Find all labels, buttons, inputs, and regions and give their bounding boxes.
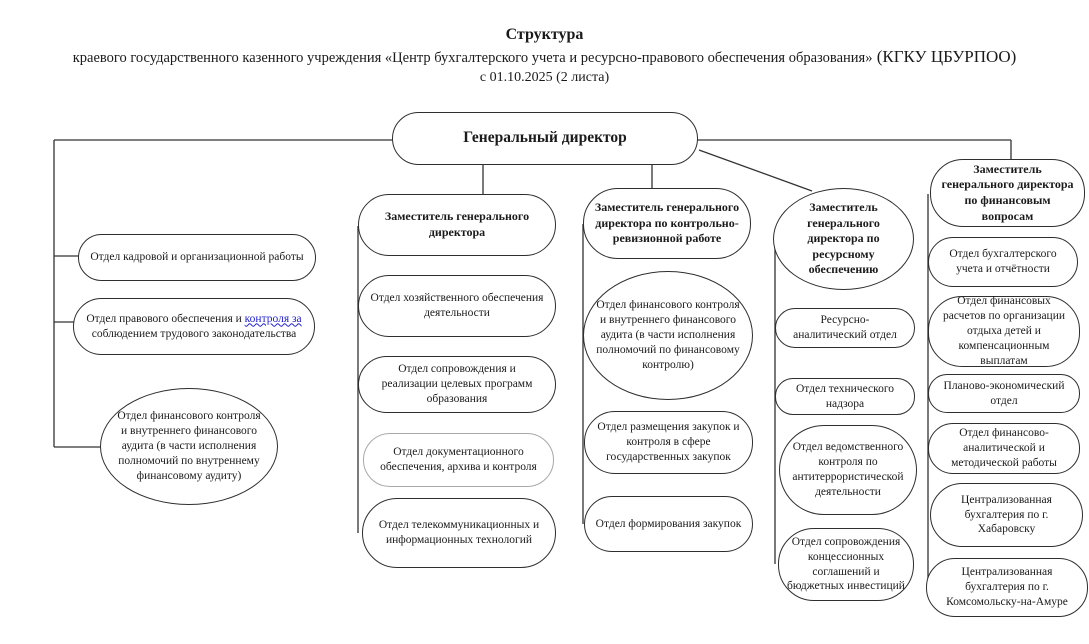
node-records-archive-department [363, 433, 554, 487]
node-label: Заместитель генерального директора по контрольно-ревизионной работе [594, 200, 740, 246]
node-label: Отдел финансовых расчетов по организации отдыха детей и компенсационным выплатам [942, 295, 1066, 367]
node-label: Отдел бухгалтерского учета и отчётности [949, 248, 1057, 275]
effective-date: с 01.10.2025 (2 листа) [479, 69, 610, 85]
node-concession-agreements-department [778, 528, 914, 601]
node-label: Заместитель генерального директора по ресурсному обеспечению [807, 200, 880, 277]
node-label: Заместитель генерального директора [384, 209, 530, 239]
node-label: Отдел финансового контроля и внутреннего финансового аудита (в части исполнения полномочий по внутреннему финансовому аудиту) [117, 410, 261, 482]
node-planning-economic-department [928, 374, 1080, 413]
node-label: Отдел размещения закупок и контроля в сфере государственных закупок [597, 421, 740, 463]
node-label: Планово-экономический отдел [943, 379, 1065, 407]
node-hr-org-department [78, 234, 316, 281]
org-abbreviation: (КГКУ ЦБУРПОО) [872, 46, 1017, 66]
node-label: Централизованная бухгалтерия по г. Комсомольску-на-Амуре [946, 566, 1068, 608]
node-procurement-formation-department [584, 496, 753, 552]
node-label: Отдел кадровой и организационной работы [90, 251, 304, 264]
node-financial-control-department [583, 271, 753, 400]
org-full-name: краевого государственного казенного учреждения «Центр бухгалтерского учета и ресурсно-правового обеспечения образования» [72, 49, 873, 66]
node-label: Отдел документационного обеспечения, архива и контроля [380, 446, 537, 473]
node-financial-settlements-department [928, 296, 1080, 367]
node-target-programs-department [358, 356, 556, 413]
node-label: Отдел технического надзора [796, 382, 894, 410]
node-internal-audit-department [100, 388, 278, 505]
node-deputy-resource-support [773, 188, 914, 290]
node-label: Заместитель генерального директора по финансовым вопросам [941, 161, 1074, 223]
node-label: Отдел сопровождения концессионных соглашений и бюджетных инвестиций [787, 535, 905, 593]
node-label: Отдел телекоммуникационных и информационных технологий [378, 519, 540, 546]
node-antiterrorism-control-department [779, 425, 917, 515]
node-label: Ресурсно-аналитический отдел [793, 314, 897, 341]
node-centralized-accounting-khabarovsk [930, 483, 1083, 547]
page-title-block [0, 24, 1089, 87]
grammar-highlight: контроля за [244, 312, 302, 325]
node-general-director [392, 112, 698, 165]
node-financial-analytics-methodology-department [928, 423, 1080, 474]
node-procurement-placement-department [584, 411, 753, 474]
node-label: Генеральный директор [463, 129, 627, 147]
node-economic-support-department [358, 275, 556, 337]
node-label: Отдел правового обеспечения и контроля за соблюдением трудового законодательства [86, 312, 302, 340]
node-label: Отдел хозяйственного обеспечения деятельности [370, 292, 544, 319]
node-accounting-reporting-department [928, 237, 1078, 287]
node-label: Отдел ведомственного контроля по антитеррористической деятельности [792, 441, 904, 498]
node-label: Отдел сопровождения и реализации целевых программ образования [381, 363, 533, 405]
page-title: Структура [505, 26, 584, 43]
page-subtitle [0, 46, 1089, 69]
node-label: Отдел финансово-аналитической и методической работы [951, 427, 1057, 469]
node-resource-analytics-department [775, 308, 915, 348]
node-deputy-financial-affairs [930, 159, 1085, 227]
node-centralized-accounting-komsomolsk [926, 558, 1088, 617]
node-deputy-general-director [358, 194, 556, 256]
node-label: Отдел формирования закупок [595, 517, 742, 530]
node-deputy-control-audit [583, 188, 751, 259]
node-label: Централизованная бухгалтерия по г. Хабаровску [961, 493, 1052, 536]
node-label: Отдел финансового контроля и внутреннего финансового аудита (в части исполнения полномочий по финансовому контролю) [596, 299, 740, 371]
node-telecom-it-department [362, 498, 556, 568]
node-legal-department [73, 298, 315, 355]
node-technical-supervision-department [775, 378, 915, 415]
